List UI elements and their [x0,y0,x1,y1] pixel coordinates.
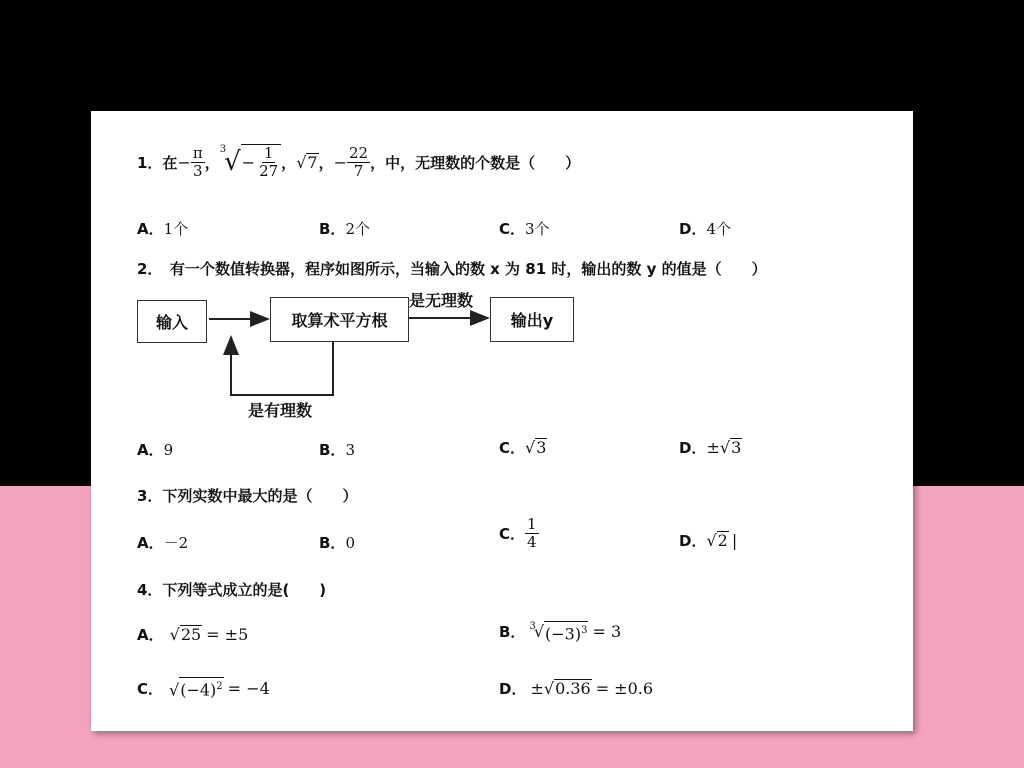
diagram-arrows [91,111,913,431]
q1-minus: − [177,152,191,172]
q2-option-b[interactable]: B．3 [319,441,355,459]
q3-option-d[interactable]: D．√2 | [679,531,738,550]
q1-option-b[interactable]: B．2个 [319,220,370,238]
q1-prefix: 1．在 [137,153,178,172]
diagram-input-box: 输入 [137,300,207,343]
q1-cube-root: 3 √ − $\frac{1}{27}$ [220,144,281,180]
q1-fraction-pi: $\frac{\pi}{3}$ [192,143,203,180]
diagram-output-box: 输出y [490,297,574,342]
diagram-irrational-label: 是无理数 [409,291,474,310]
q4-option-b[interactable]: B． 3 √ $(-3)^3$ = 3 [499,621,622,644]
question-2: 2． 有一个数值转换器，程序如图所示，当输入的数 x 为 81 时，输出的数 y 的值是（ ） [137,260,767,278]
diagram-process-box: 取算术平方根 [270,297,409,342]
q4-option-c[interactable]: C． $√(-4)^2$ = −4 [137,678,270,700]
q2-option-c[interactable]: C．√3 [499,438,547,457]
question-4: 4．下列等式成立的是( ) [137,581,327,599]
q1-sqrt7: √7 [296,152,318,172]
q1-suffix: ，中，无理数的个数是（ ） [370,153,581,172]
diagram-rational-label: 是有理数 [248,401,313,420]
text-cursor: | [731,531,738,550]
q2-option-a[interactable]: A．9 [137,441,174,459]
q3-option-c[interactable]: C． $\frac{1}{4}$ [499,515,537,551]
q1-sep: ， [204,153,220,172]
q1-fraction-22-7: $\frac{22}{7}$ [349,143,369,180]
question-1: 1．在 − $\frac{\pi}{3}$ ， 3 √ − $\frac{1}{27}$ ， √7 ， − $\frac{22}{7}$ ，中，无理数的个数是（ ） [137,143,581,180]
q1-option-d[interactable]: D．4个 [679,220,731,238]
q2-option-d[interactable]: D．±√3 [679,438,742,457]
q3-option-a[interactable]: A．－2 [137,534,189,552]
q1-option-a[interactable]: A．1个 [137,220,189,238]
q3-option-b[interactable]: B．0 [319,534,355,552]
q1-option-c[interactable]: C．3个 [499,220,550,238]
question-3: 3．下列实数中最大的是（ ） [137,487,358,505]
q4-option-d[interactable]: D． ± √0.36 = ±0.6 [499,679,654,698]
q4-option-a[interactable]: A． √25 = ±5 [137,625,249,644]
slide-page [91,111,913,731]
